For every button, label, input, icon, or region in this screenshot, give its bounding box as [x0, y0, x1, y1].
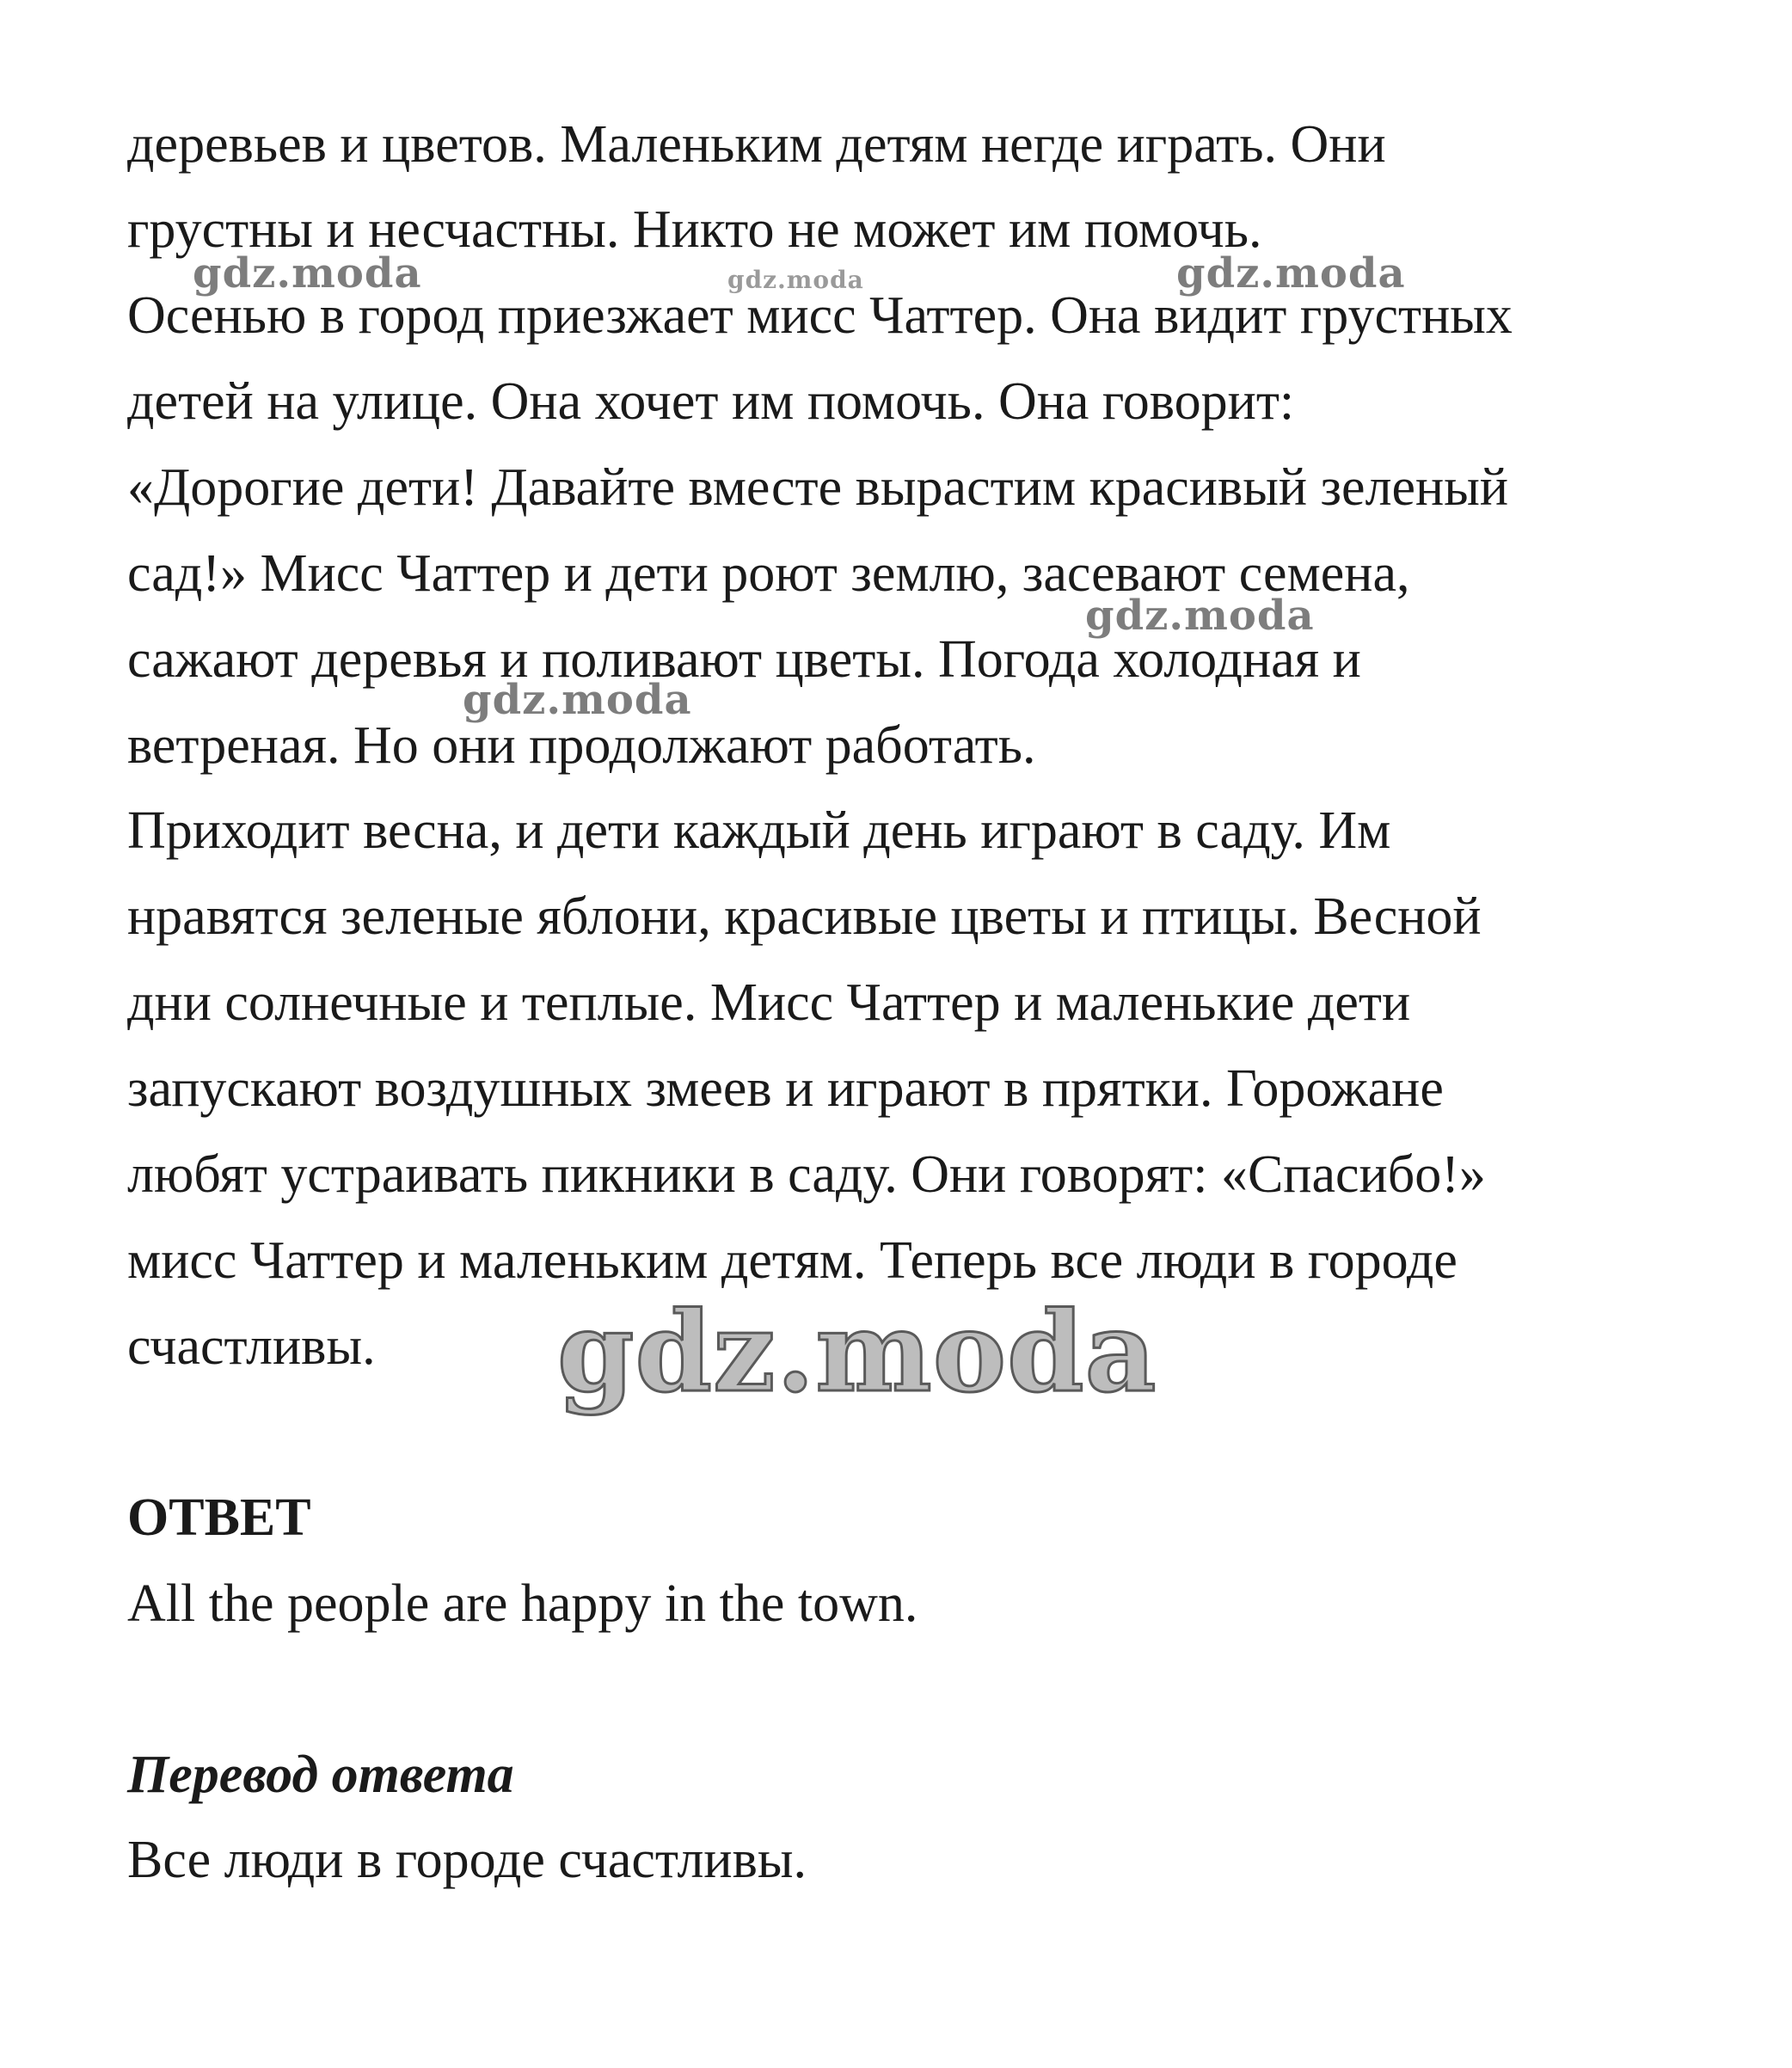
- story-line: сажают деревья и поливают цветы. Погода холодная и: [127, 630, 1361, 689]
- watermark: gdz.moda: [557, 1288, 1157, 1417]
- watermark: gdz.moda: [1176, 249, 1406, 298]
- watermark: gdz.moda: [1085, 592, 1315, 640]
- story-line: мисс Чаттер и маленьким детям. Теперь все люди в городе: [127, 1231, 1458, 1290]
- story-line: запускают воздушных змеев и играют в прятки. Горожане: [127, 1059, 1444, 1118]
- story-line: сад!» Мисс Чаттер и дети роют землю, засевают семена,: [127, 544, 1410, 603]
- story-line: «Дорогие дети! Давайте вместе вырастим красивый зеленый: [127, 458, 1509, 517]
- story-line: деревьев и цветов. Маленьким детям негде играть. Они: [127, 115, 1386, 174]
- story-line: Приходит весна, и дети каждый день играют в саду. Им: [127, 801, 1391, 860]
- story-line: Осенью в город приезжает мисс Чаттер. Она видит грустных: [127, 286, 1513, 345]
- answer-text: All the people are happy in the town.: [127, 1574, 918, 1633]
- story-line: дни солнечные и теплые. Мисс Чаттер и маленькие дети: [127, 973, 1411, 1032]
- story-line: ветреная. Но они продолжают работать.: [127, 716, 1036, 775]
- story-line: детей на улице. Она хочет им помочь. Она говорит:: [127, 372, 1295, 431]
- story-line: счастливы.: [127, 1317, 376, 1376]
- translation-heading: Перевод ответа: [127, 1746, 514, 1804]
- watermark: gdz.moda: [727, 266, 864, 294]
- story-line: любят устраивать пикники в саду. Они говорят: «Спасибо!»: [127, 1145, 1486, 1204]
- watermark: gdz.moda: [193, 249, 422, 298]
- story-line: грустны и несчастны. Никто не может им помочь.: [127, 200, 1262, 259]
- story-line: нравятся зеленые яблони, красивые цветы и птицы. Весной: [127, 887, 1482, 946]
- watermark: gdz.moda: [463, 676, 692, 724]
- translation-text: Все люди в городе счастливы.: [127, 1831, 807, 1889]
- answer-heading: ОТВЕТ: [127, 1488, 311, 1547]
